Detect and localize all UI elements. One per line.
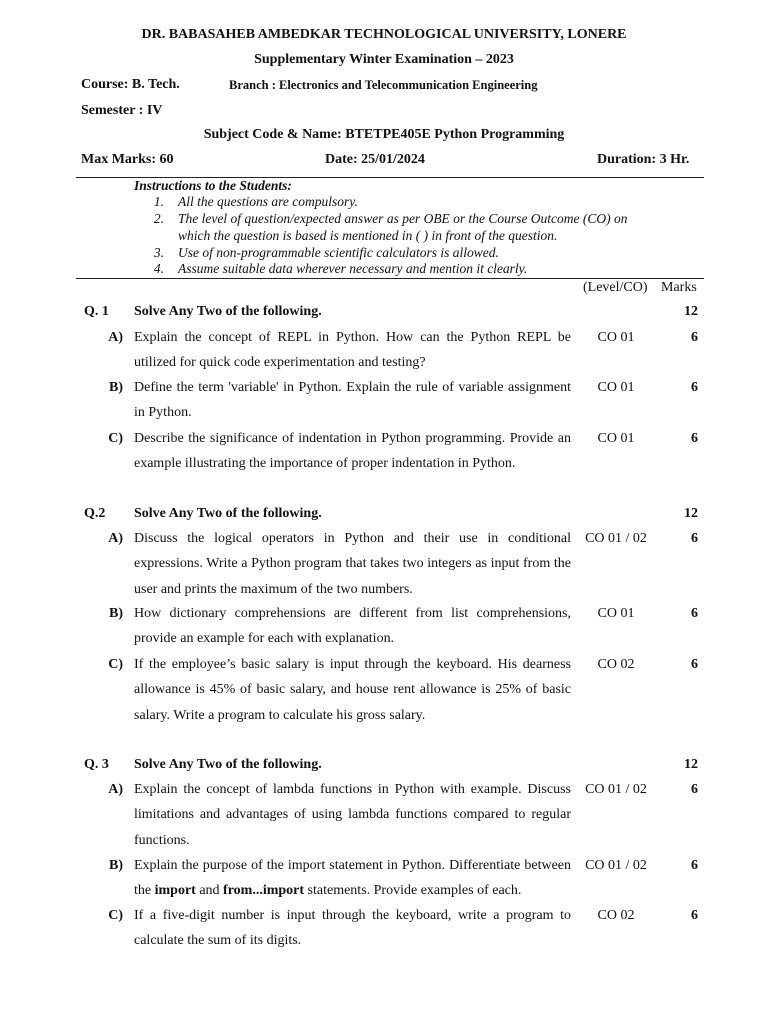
subquestion-marks: 6 [691,531,698,546]
course-label: Course: B. Tech. [81,77,180,92]
instructions-title: Instructions to the Students: [134,178,292,193]
subquestion-co: CO 01 / 02 [585,782,647,797]
subquestion-co: CO 01 / 02 [585,531,647,546]
subquestion-marks: 6 [691,330,698,345]
question-heading: Solve Any Two of the following. [134,757,322,772]
subquestion-text-part: Explain the purpose of the import statement in Python. Differentiate between the [134,858,571,899]
instruction-item: The level of question/expected answer as per OBE or the Course Outcome (CO) on [178,211,628,226]
subquestion-marks: 6 [691,908,698,923]
subquestion-marks: 6 [691,657,698,672]
subquestion-co: CO 01 / 02 [585,858,647,873]
instruction-number: 2. [153,211,164,226]
from-import-keyword: from...import [223,883,305,899]
semester-label: Semester : IV [81,103,163,118]
subquestion-text-part: statements. Provide examples of each. [304,883,522,899]
question-total-marks: 12 [684,757,698,772]
max-marks: Max Marks: 60 [81,152,174,167]
instruction-number: 1. [153,194,164,209]
subquestion-marks: 6 [691,380,698,395]
university-title: DR. BABASAHEB AMBEDKAR TECHNOLOGICAL UNIVERSITY, LONERE [141,27,627,42]
subquestion-co: CO 02 [597,908,635,923]
subquestion-text: Discuss the logical operators in Python and their use in conditional expressions. Write a Python program that takes two integers as input from the user and prints the maximum of the two numbers. [134,531,571,597]
level-co-header: (Level/CO) [583,280,648,295]
instructions-divider [76,278,704,279]
subquestion-text [134,853,571,904]
instruction-item: Assume suitable data wherever necessary and mention it clearly. [178,261,528,276]
subquestion-marks: 6 [691,782,698,797]
marks-header: Marks [661,280,697,295]
subquestion-label: A) [108,782,123,797]
subquestion-text: Define the term 'variable' in Python. Explain the rule of variable assignment in Python. [134,380,571,421]
question-number: Q. 3 [84,757,109,772]
subquestion-marks: 6 [691,858,698,873]
subquestion-label: B) [109,606,123,621]
instruction-item: which the question is based is mentioned in ( ) in front of the question. [178,228,558,243]
subquestion-marks: 6 [691,431,698,446]
instruction-item: All the questions are compulsory. [178,194,358,209]
exam-duration: Duration: 3 Hr. [597,152,690,167]
subquestion-co: CO 01 [597,330,635,345]
subquestion-text: Describe the significance of indentation in Python programming. Provide an example illustrating the importance of proper indentation in Python. [134,431,571,472]
branch-label: Branch : Electronics and Telecommunication Engineering [229,78,538,92]
subquestion-text: If a five-digit number is input through the keyboard, write a program to calculate the sum of its digits. [134,908,571,949]
instruction-number: 3. [153,245,164,260]
subquestion-co: CO 01 [597,606,635,621]
subquestion-text: How dictionary comprehensions are different from list comprehensions, provide an example for each with explanation. [134,606,571,647]
subquestion-text: Explain the concept of REPL in Python. How can the Python REPL be utilized for quick code experimentation and testing? [134,330,571,371]
question-heading: Solve Any Two of the following. [134,506,322,521]
subquestion-co: CO 02 [597,657,635,672]
exam-title: Supplementary Winter Examination – 2023 [254,52,514,67]
subquestion-label: A) [108,531,123,546]
question-number: Q. 1 [84,304,109,319]
subquestion-co: CO 01 [597,431,635,446]
subquestion-label: C) [108,657,123,672]
subquestion-text-part: and [195,883,224,899]
subquestion-label: C) [108,431,123,446]
question-heading: Solve Any Two of the following. [134,304,322,319]
question-total-marks: 12 [684,506,698,521]
subquestion-label: B) [109,380,123,395]
subquestion-label: A) [108,330,123,345]
subquestion-text: If the employee’s basic salary is input through the keyboard. His dearness allowance is 45% of basic salary, and house rent allowance is 25% of basic salary. Write a program to calculate his gross salary. [134,657,571,723]
question-number: Q.2 [84,506,106,521]
subquestion-text: Explain the concept of lambda functions in Python with example. Discuss limitations and advantages of using lambda functions compared to regular functions. [134,782,571,848]
import-keyword: import [154,883,196,899]
subquestion-label: C) [108,908,123,923]
subquestion-co: CO 01 [597,380,635,395]
subject-title: Subject Code & Name: BTETPE405E Python Programming [203,127,565,142]
subquestion-label: B) [109,858,123,873]
question-total-marks: 12 [684,304,698,319]
exam-date: Date: 25/01/2024 [325,152,425,167]
instruction-number: 4. [153,261,164,276]
instruction-item: Use of non-programmable scientific calculators is allowed. [178,245,499,260]
subquestion-marks: 6 [691,606,698,621]
